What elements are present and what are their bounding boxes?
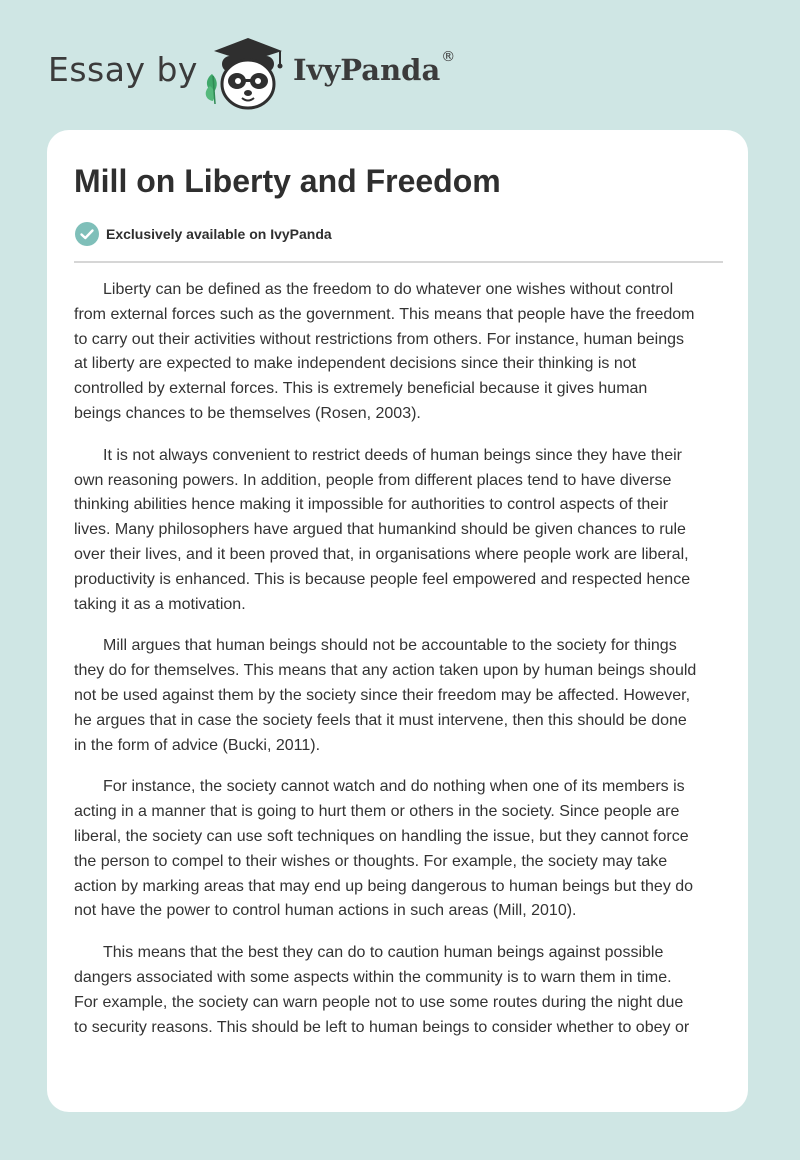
panda-logo-icon[interactable] <box>200 34 292 112</box>
paragraph: It is not always convenient to restrict deeds of human beings since they have their own reasoning powers. In addition, people from different places tend to have diverse thinking abilities hence making it impossible for authorities to control aspects of their lives. Many philosophers have argued that humankind should be given chances to rule over their lives, and it been proved that, in organisations where people work are liberal, productivity is enhanced. This is because people feel empowered and respected hence taking it as a motivation. <box>74 446 691 613</box>
exclusive-badge <box>74 221 332 247</box>
paragraph: Liberty can be defined as the freedom to do whatever one wishes without control from external forces such as the government. This means that people have the freedom to carry out their activities without restrictions from others. For instance, human beings at liberty are expected to make independent decisions since their thinking is not controlled by external forces. This is extremely beneficial because it gives human beings chances to be themselves (Rosen, 2003). <box>74 281 695 422</box>
essay-by-label: Essay by <box>48 50 198 89</box>
paragraph: Mill argues that human beings should not be accountable to the society for things they do for themselves. This means that any action taken upon by human beings should not be used against them by the society since their freedom may be affected. However, he argues that in case the society feels that it must intervene, then this should be done in the form of advice (Bucki, 2011). <box>74 637 697 754</box>
paragraph: For instance, the society cannot watch and do nothing when one of its members is acting in a manner that is going to hurt them or others in the society. Since people are liberal, the society can use soft techniques on handling the issue, but they cannot force the person to compel to their wishes or thoughts. For example, the society may take action by marking areas that may end up being dangerous to human beings but they do not have the power to control human actions in such areas (Mill, 2010). <box>74 778 694 920</box>
title-divider <box>74 261 723 263</box>
essay-card <box>47 130 748 1112</box>
check-circle-icon <box>74 221 100 247</box>
site-header <box>0 0 800 130</box>
essay-title: Mill on Liberty and Freedom <box>74 163 501 199</box>
essay-body <box>74 278 726 1057</box>
brand-label: IvyPanda <box>293 53 441 87</box>
paragraph: This means that the best they can do to caution human beings against possible dangers associated with some aspects within the community is to warn them in time. For example, the society can warn people not to use some routes during the night due to security reasons. This should be left to human beings to consider whether to obey or <box>74 944 690 1036</box>
trademark-symbol: ® <box>441 49 456 65</box>
exclusive-label: Exclusively available on IvyPanda <box>106 226 332 242</box>
brand-name[interactable] <box>293 49 456 87</box>
